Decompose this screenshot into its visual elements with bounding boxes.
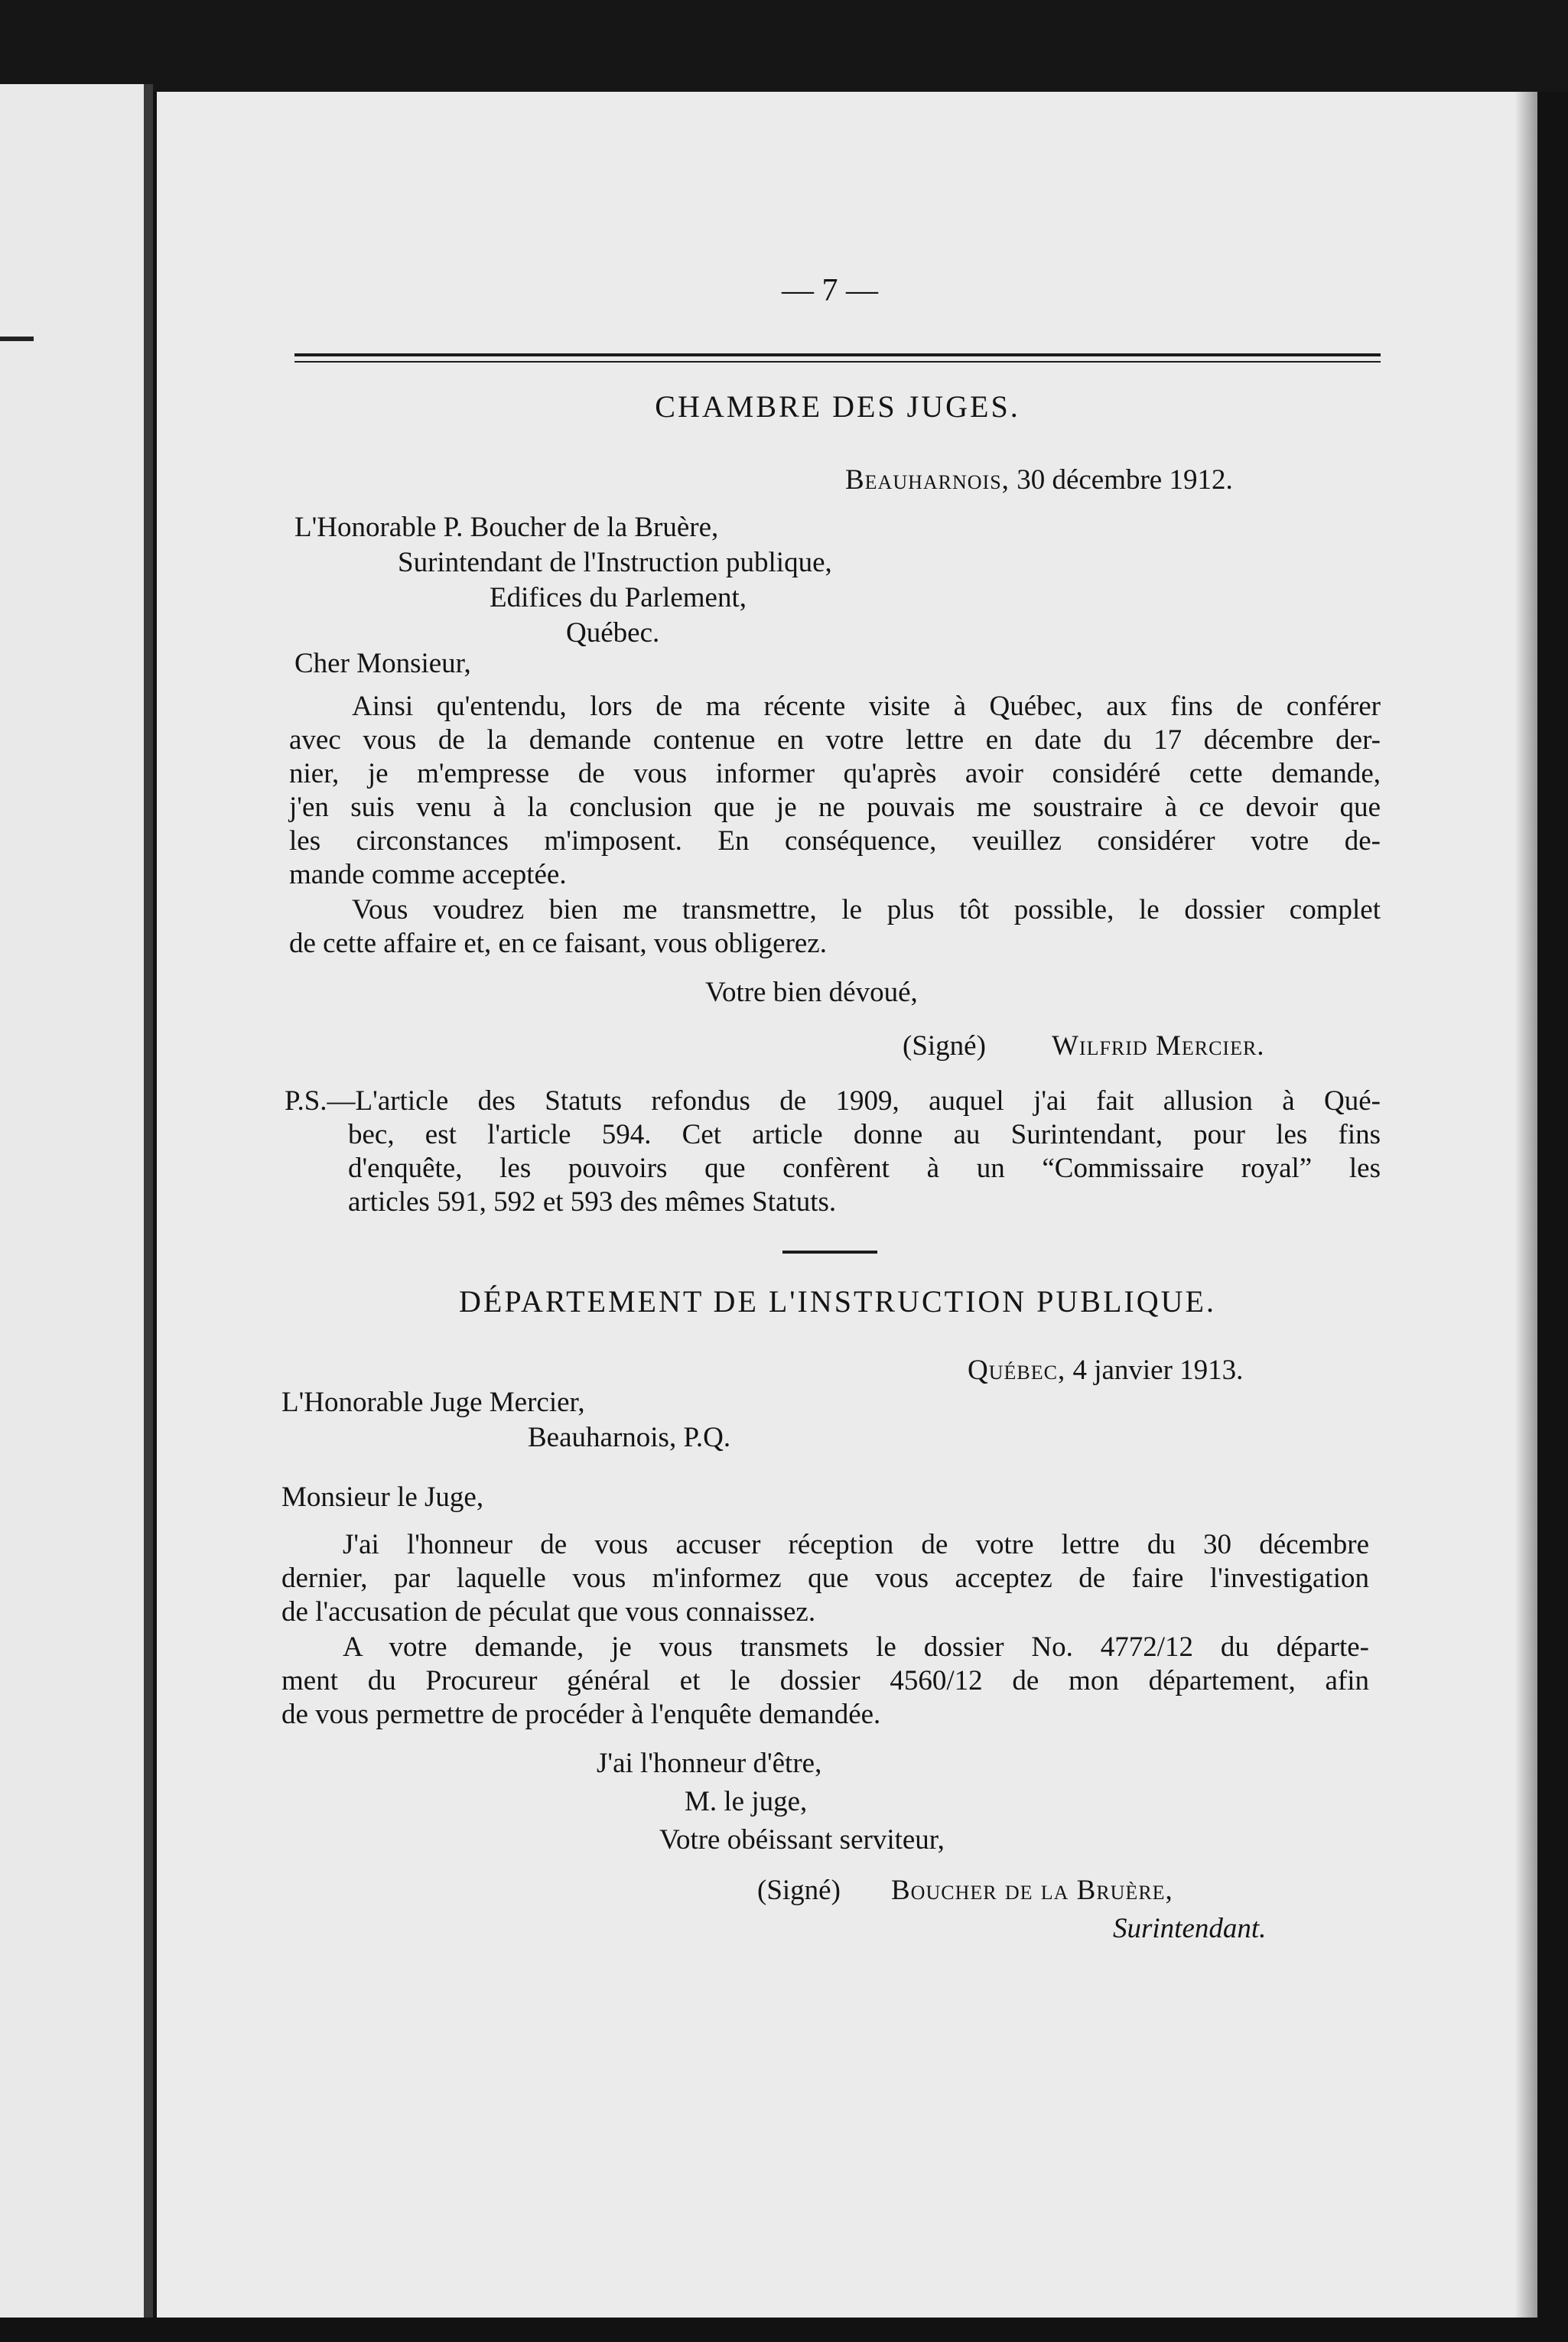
letter2-place: Québec, (968, 1355, 1066, 1386)
letter1-date: 30 décembre 1912. (1017, 464, 1233, 496)
letter2-para1-line3: de l'accusation de péculat que vous connaissez. (281, 1596, 816, 1628)
adjacent-page-rule-fragment (0, 337, 34, 341)
letter2-para2-line3: de vous permettre de procéder à l'enquête demandée. (281, 1699, 881, 1730)
section-divider (782, 1251, 877, 1254)
letter1-signed-label: (Signé) (903, 1030, 986, 1062)
letter1-postscript-line4: articles 591, 592 et 593 des mêmes Statuts. (348, 1186, 837, 1218)
page-gutter (144, 84, 153, 2318)
letter1-postscript-line3: d'enquête, les pouvoirs que confèrent à un “Commissaire royal” les (348, 1153, 1381, 1184)
letter1-place: Beauharnois, (845, 464, 1010, 496)
letter2-signature: Boucher de la Bruère, (891, 1875, 1173, 1906)
letter1-para1-line6: mande comme acceptée. (289, 859, 567, 890)
letter1-salutation: Cher Monsieur, (294, 648, 471, 679)
letter1-postscript-line2: bec, est l'article 594. Cet article donne au Surintendant, pour les fins (348, 1119, 1381, 1150)
letter2-address-line1: L'Honorable Juge Mercier, (281, 1387, 585, 1418)
letter1-para1-line2: avec vous de la demande contenue en votre lettre en date du 17 décembre der- (289, 724, 1381, 756)
scanner-top-border (0, 0, 1568, 92)
letter2-signed-label: (Signé) (757, 1875, 841, 1906)
letter2-para1-line2: dernier, par laquelle vous m'informez que vous acceptez de faire l'investigation (281, 1563, 1369, 1594)
letter2-date: 4 janvier 1913. (1072, 1355, 1244, 1386)
letter1-closing: Votre bien dévoué, (705, 977, 918, 1008)
letter1-address-line3: Edifices du Parlement, (490, 582, 747, 613)
letter2-closing-line3: Votre obéissant serviteur, (659, 1824, 945, 1856)
letter2-signatory-title: Surintendant. (1113, 1913, 1267, 1944)
letter2-dateline (968, 1354, 1243, 1387)
header-rule-thick (294, 353, 1381, 356)
letter1-address-line1: L'Honorable P. Boucher de la Bruère, (294, 512, 719, 543)
letter1-heading: CHAMBRE DES JUGES. (655, 389, 1020, 424)
letter2-closing-line1: J'ai l'honneur d'être, (597, 1748, 822, 1779)
letter2-para2-line1: A votre demande, je vous transmets le dossier No. 4772/12 du départe- (343, 1631, 1369, 1663)
letter1-para1-line5: les circonstances m'imposent. En conséquence, veuillez considérer votre de- (289, 825, 1381, 857)
letter1-para1-line1: Ainsi qu'entendu, lors de ma récente visite à Québec, aux fins de conférer (352, 691, 1381, 722)
letter2-heading: DÉPARTEMENT DE L'INSTRUCTION PUBLIQUE. (459, 1284, 1216, 1319)
adjacent-page-edge (0, 84, 153, 2318)
page-edge-shadow (1514, 92, 1537, 2318)
page-number: — 7 — (782, 273, 878, 308)
letter2-salutation: Monsieur le Juge, (281, 1482, 484, 1513)
letter1-address-line2: Surintendant de l'Instruction publique, (398, 547, 832, 578)
letter1-para2-line1: Vous voudrez bien me transmettre, le plus tôt possible, le dossier complet (352, 894, 1381, 925)
letter1-para1-line3: nier, je m'empresse de vous informer qu'après avoir considéré cette demande, (289, 758, 1381, 789)
letter1-para2-line2: de cette affaire et, en ce faisant, vous obligerez. (289, 928, 827, 959)
letter2-para2-line2: ment du Procureur général et le dossier 4560/12 de mon département, afin (281, 1665, 1369, 1696)
letter1-address-line4: Québec. (566, 617, 660, 649)
letter2-para1-line1: J'ai l'honneur de vous accuser réception de votre lettre du 30 décembre (343, 1529, 1369, 1560)
letter1-postscript-line1: P.S.—L'article des Statuts refondus de 1909, auquel j'ai fait allusion à Qué- (285, 1085, 1381, 1117)
letter2-address-line2: Beauharnois, P.Q. (528, 1422, 731, 1453)
scanner-bottom-border (0, 2318, 1568, 2342)
letter1-signature: Wilfrid Mercier. (1052, 1030, 1265, 1062)
letter2-closing-line2: M. le juge, (685, 1786, 808, 1817)
letter1-para1-line4: j'en suis venu à la conclusion que je ne pouvais me soustraire à ce devoir que (289, 792, 1381, 823)
header-rule-thin (294, 361, 1381, 363)
letter1-dateline (845, 464, 1233, 497)
